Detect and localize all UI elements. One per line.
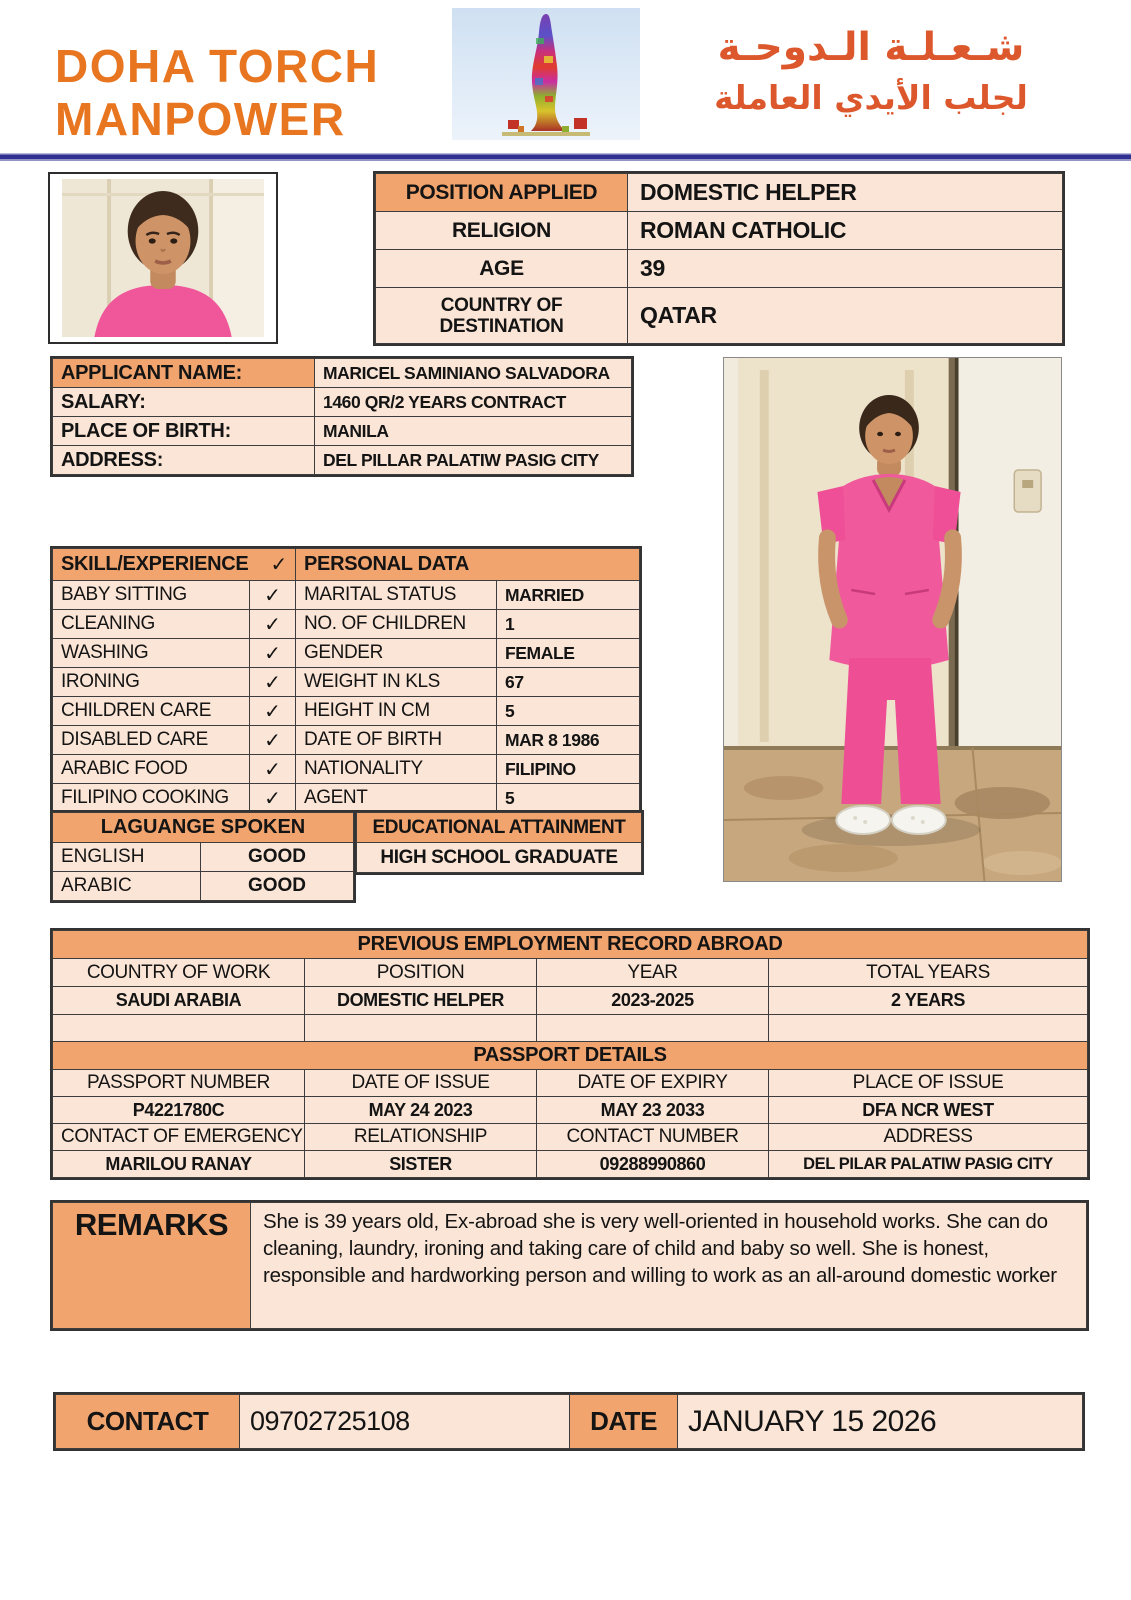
religion-value: ROMAN CATHOLIC: [628, 212, 1063, 250]
doha-torch-tower-logo: [452, 8, 640, 140]
date-of-issue-value: MAY 24 2023: [305, 1097, 537, 1124]
nationality-value: FILIPINO: [497, 755, 640, 784]
skill-washing: WASHING: [53, 639, 250, 668]
skill-cleaning: CLEANING: [53, 610, 250, 639]
date-value: JANUARY 15 2026: [678, 1395, 1083, 1449]
date-of-birth-value: MAR 8 1986: [497, 726, 640, 755]
salary-value: 1460 QR/2 YEARS CONTRACT: [315, 388, 632, 417]
height-value: 5: [497, 697, 640, 726]
check-icon: ✓: [270, 554, 287, 576]
contact-of-emergency-column: CONTACT OF EMERGENCY: [53, 1124, 305, 1151]
emergency-address-column: ADDRESS: [769, 1124, 1088, 1151]
language-spoken-header: LAGUANGE SPOKEN: [53, 813, 354, 843]
emergency-contact-name-value: MARILOU RANAY: [53, 1151, 305, 1178]
country-of-destination-value: QATAR: [628, 288, 1063, 344]
employment-empty-cell: [305, 1015, 537, 1042]
language-arabic-label: ARABIC: [53, 872, 201, 901]
check-icon: ✓: [250, 755, 296, 784]
language-spoken-table: [50, 810, 356, 903]
contact-number-value: 09288990860: [537, 1151, 769, 1178]
contact-number-column: CONTACT NUMBER: [537, 1124, 769, 1151]
remarks-text: She is 39 years old, Ex-abroad she is very well-oriented in household works. She can do cleaning, laundry, ironing and taking care of child and baby so well. She is honest, responsible and hardworking person and willing to work as an all-around domestic worker: [251, 1203, 1087, 1329]
emergency-address-value: DEL PILAR PALATIW PASIG CITY: [769, 1151, 1088, 1178]
relationship-column: RELATIONSHIP: [305, 1124, 537, 1151]
applicant-name-label: APPLICANT NAME:: [53, 359, 315, 388]
weight-value: 67: [497, 668, 640, 697]
religion-label: RELIGION: [376, 212, 628, 250]
agency-brand-name: [55, 40, 379, 146]
arabic-line-1: شـعـلـة الـدوحـة: [717, 25, 1025, 70]
skill-experience-header-label: SKILL/EXPERIENCE: [61, 553, 249, 575]
check-icon: ✓: [250, 639, 296, 668]
agent-label: AGENT: [296, 784, 497, 813]
position-column: POSITION: [305, 959, 537, 987]
check-icon: ✓: [250, 581, 296, 610]
employment-position-value: DOMESTIC HELPER: [305, 987, 537, 1015]
skills-personal-data-table: [50, 546, 642, 815]
no-of-children-label: NO. OF CHILDREN: [296, 610, 497, 639]
passport-number-value: P4221780C: [53, 1097, 305, 1124]
arabic-line-2: لجلب الأيدي العاملة: [714, 78, 1028, 117]
educational-attainment-header: EDUCATIONAL ATTAINMENT: [357, 813, 642, 843]
place-of-birth-value: MANILA: [315, 417, 632, 446]
age-label: AGE: [376, 250, 628, 288]
applicant-name-value: MARICEL SAMINIANO SALVADORA: [315, 359, 632, 388]
skill-ironing: IRONING: [53, 668, 250, 697]
employment-empty-cell: [53, 1015, 305, 1042]
skill-filipino-cooking: FILIPINO COOKING: [53, 784, 250, 813]
employment-country-value: SAUDI ARABIA: [53, 987, 305, 1015]
check-icon: ✓: [250, 726, 296, 755]
brand-line-1: DOHA TORCH: [55, 40, 380, 92]
employment-total-years-value: 2 YEARS: [769, 987, 1088, 1015]
check-icon: ✓: [250, 668, 296, 697]
total-years-column: TOTAL YEARS: [769, 959, 1088, 987]
no-of-children-value: 1: [497, 610, 640, 639]
height-label: HEIGHT IN CM: [296, 697, 497, 726]
passport-details-header: PASSPORT DETAILS: [53, 1042, 1088, 1070]
date-of-expiry-column: DATE OF EXPIRY: [537, 1070, 769, 1097]
skill-baby-sitting: BABY SITTING: [53, 581, 250, 610]
date-of-birth-label: DATE OF BIRTH: [296, 726, 497, 755]
date-of-expiry-value: MAY 23 2033: [537, 1097, 769, 1124]
gender-value: FEMALE: [497, 639, 640, 668]
place-of-issue-value: DFA NCR WEST: [769, 1097, 1088, 1124]
check-icon: ✓: [250, 697, 296, 726]
address-value: DEL PILLAR PALATIW PASIG CITY: [315, 446, 632, 475]
language-english-label: ENGLISH: [53, 843, 201, 872]
employment-empty-cell: [537, 1015, 769, 1042]
passport-number-column: PASSPORT NUMBER: [53, 1070, 305, 1097]
personal-data-header: PERSONAL DATA: [296, 549, 640, 581]
applicant-headshot-photo: [48, 172, 278, 344]
agency-arabic-name: [645, 22, 1097, 122]
marital-status-label: MARITAL STATUS: [296, 581, 497, 610]
skill-disabled-care: DISABLED CARE: [53, 726, 250, 755]
agent-value: 5: [497, 784, 640, 813]
position-applied-label: POSITION APPLIED: [376, 174, 628, 212]
previous-employment-header: PREVIOUS EMPLOYMENT RECORD ABROAD: [53, 931, 1088, 959]
skill-children-care: CHILDREN CARE: [53, 697, 250, 726]
contact-label: CONTACT: [56, 1395, 240, 1449]
country-of-destination-label: COUNTRY OF DESTINATION: [376, 288, 628, 344]
employment-year-value: 2023-2025: [537, 987, 769, 1015]
remarks-section: [50, 1200, 1089, 1331]
contact-number: 09702725108: [240, 1395, 570, 1449]
remarks-label: REMARKS: [53, 1203, 251, 1329]
contact-date-bar: [53, 1392, 1085, 1451]
weight-label: WEIGHT IN KLS: [296, 668, 497, 697]
check-icon: ✓: [250, 784, 296, 813]
address-label: ADDRESS:: [53, 446, 315, 475]
gender-label: GENDER: [296, 639, 497, 668]
educational-attainment-table: [354, 810, 644, 875]
skill-experience-header: [53, 549, 296, 581]
position-applied-value: DOMESTIC HELPER: [628, 174, 1063, 212]
marital-status-value: MARRIED: [497, 581, 640, 610]
brand-line-2: MANPOWER: [55, 93, 346, 145]
skill-arabic-food: ARABIC FOOD: [53, 755, 250, 784]
educational-attainment-value: HIGH SCHOOL GRADUATE: [357, 843, 642, 873]
language-arabic-value: GOOD: [201, 872, 354, 901]
date-label: DATE: [570, 1395, 678, 1449]
check-icon: ✓: [250, 610, 296, 639]
applicant-info-table: [50, 356, 634, 477]
place-of-birth-label: PLACE OF BIRTH:: [53, 417, 315, 446]
place-of-issue-column: PLACE OF ISSUE: [769, 1070, 1088, 1097]
nationality-label: NATIONALITY: [296, 755, 497, 784]
employment-empty-cell: [769, 1015, 1088, 1042]
position-applied-table: [373, 171, 1065, 346]
employment-passport-table: [50, 928, 1090, 1180]
age-value: 39: [628, 250, 1063, 288]
year-column: YEAR: [537, 959, 769, 987]
country-of-work-column: COUNTRY OF WORK: [53, 959, 305, 987]
relationship-value: SISTER: [305, 1151, 537, 1178]
language-english-value: GOOD: [201, 843, 354, 872]
header-divider-line: [0, 153, 1131, 161]
applicant-fullbody-photo: [723, 357, 1062, 882]
date-of-issue-column: DATE OF ISSUE: [305, 1070, 537, 1097]
salary-label: SALARY:: [53, 388, 315, 417]
